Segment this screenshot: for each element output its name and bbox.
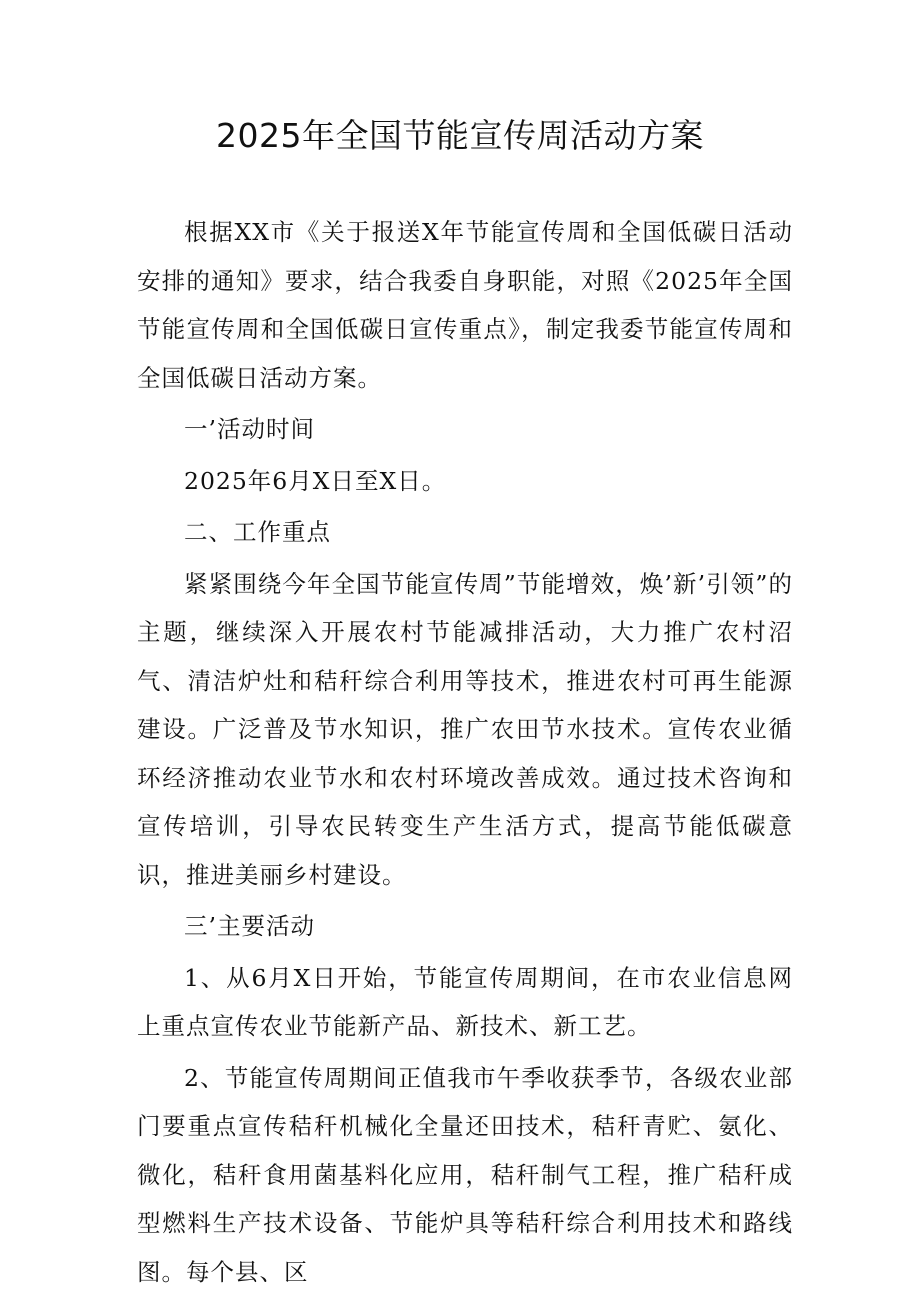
section-heading-main-activities: 三’主要活动 bbox=[184, 912, 315, 940]
work-focus-paragraph: 紧紧围绕今年全国节能宣传周”节能增效，焕’新’引领”的主题，继续深入开展农村节能减排活动，大力推广农村沼气、清洁炉灶和秸秆综合利用等技术，推进农村可再生能源建设。广泛普及节水知识，推广农田节水技术。宣传农业循环经济推动农业节水和农村环境改善成效。通过技术咨询和宣传培训，引导农民转变生产生活方式，提高节能低碳意识，推进美丽乡村建设。 bbox=[137, 569, 793, 889]
activity-item-1: 1、从6月X日开始，节能宣传周期间，在市农业信息网上重点宣传农业节能新产品、新技术、新工艺。 bbox=[137, 963, 793, 1040]
document-body bbox=[137, 208, 793, 1296]
activity-item-2: 2、节能宣传周期间正值我市午季收获季节，各级农业部门要重点宣传秸秆机械化全量还田技术，秸秆青贮、氨化、微化，秸秆食用菌基料化应用，秸秆制气工程，推广秸秆成型燃料生产技术设备、节能炉具等秸秆综合利用技术和路线图。每个县、区 bbox=[137, 1063, 793, 1286]
section-heading-activity-time: 一’活动时间 bbox=[184, 415, 315, 443]
intro-paragraph: 根据XX市《关于报送X年节能宣传周和全国低碳日活动安排的通知》要求，结合我委自身职能，对照《2025年全国节能宣传周和全国低碳日宣传重点》，制定我委节能宣传周和全国低碳日活动方案。 bbox=[137, 218, 793, 392]
activity-time-paragraph: 2025年6月X日至X日。 bbox=[184, 466, 447, 495]
section-heading-work-focus: 二、工作重点 bbox=[184, 518, 331, 546]
document-title: 2025年全国节能宣传周活动方案 bbox=[216, 116, 704, 155]
